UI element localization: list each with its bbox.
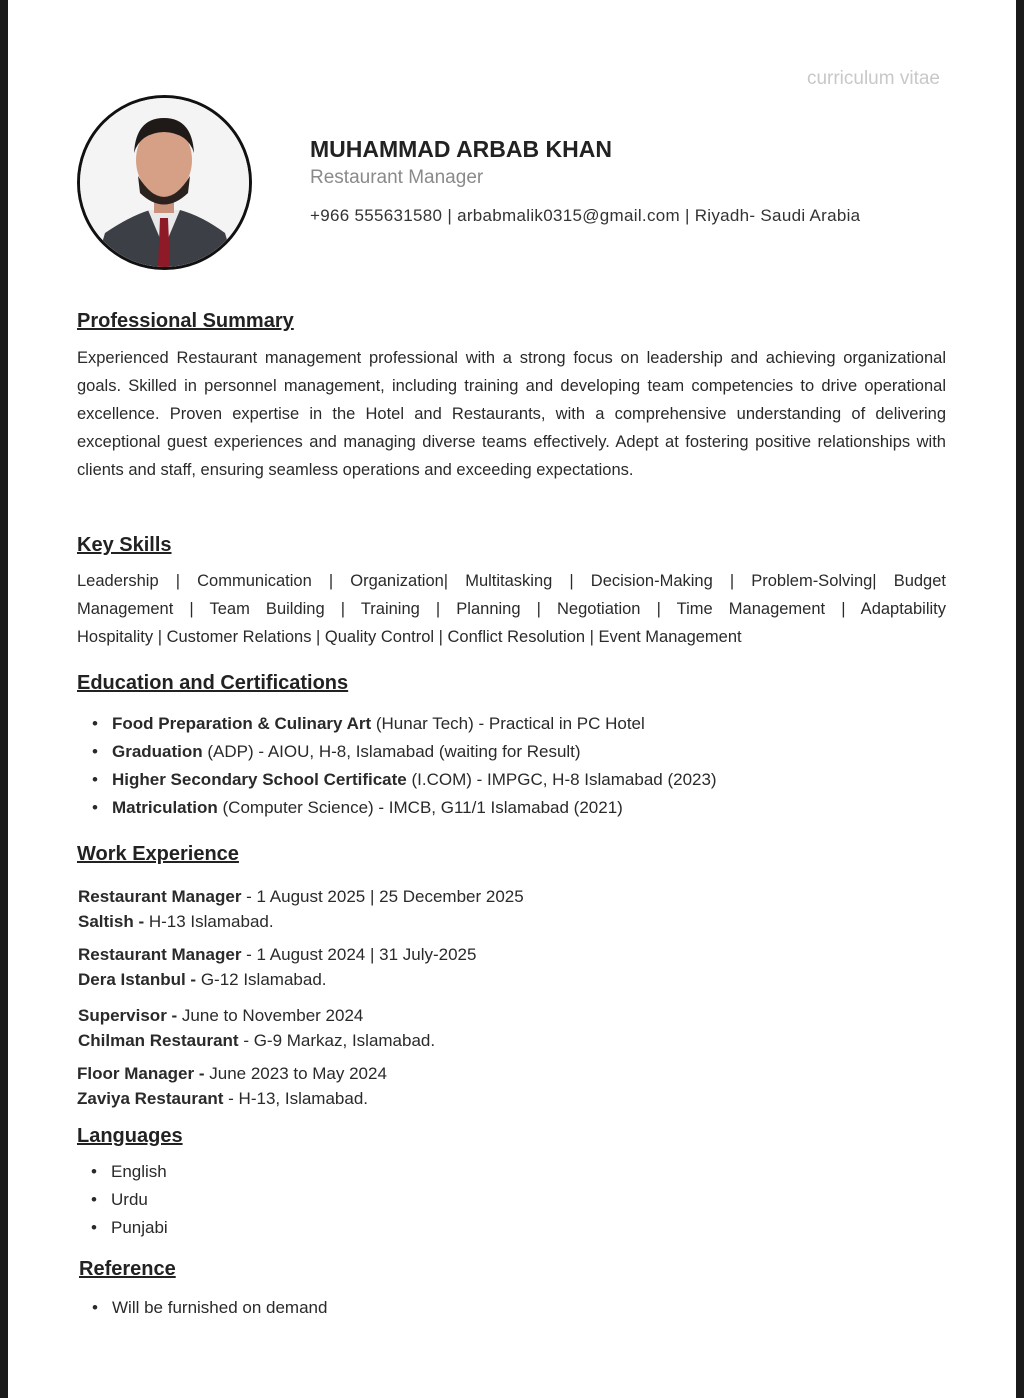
job-entry: Supervisor - June to November 2024 Chilman Restaurant - G-9 Markaz, Islamabad. <box>78 1006 436 1050</box>
skills-line: Leadership | Communication | Organization| Multitasking | Decision-Making | Problem-Solving| Budget <box>77 572 946 590</box>
skills-list <box>77 567 946 651</box>
page-edge-right <box>1016 0 1024 1398</box>
education-list <box>92 710 717 822</box>
reference-list <box>92 1294 327 1322</box>
skills-heading: Key Skills <box>77 534 172 556</box>
candidate-name: MUHAMMAD ARBAB KHAN <box>310 136 612 162</box>
languages-heading: Languages <box>77 1125 183 1147</box>
list-item: • English <box>91 1158 168 1186</box>
cv-label: curriculum vitae <box>806 68 940 89</box>
reference-heading: Reference <box>79 1258 176 1280</box>
list-item: • Matriculation (Computer Science) - IMCB, G11/1 Islamabad (2021) <box>92 794 717 822</box>
contact-info: +966 555631580 | arbabmalik0315@gmail.com | Riyadh- Saudi Arabia <box>310 206 861 225</box>
candidate-title: Restaurant Manager <box>310 167 484 188</box>
page-edge-left <box>0 0 8 1398</box>
summary-text: Experienced Restaurant management professional with a strong focus on leadership and achieving organizational goals. Skilled in personnel management, including training and developing team competencies to drive operational excellence. Proven expertise in the Hotel and Restaurants, with a comprehensive understanding of delivering exceptional guest experiences and managing diverse teams effectively. Adept at fostering positive relationships with clients and staff, ensuring seamless operations and exceeding expectations. <box>77 349 946 479</box>
list-item: • Higher Secondary School Certificate (I.COM) - IMPGC, H-8 Islamabad (2023) <box>92 766 717 794</box>
languages-list <box>91 1158 168 1242</box>
list-item: • Punjabi <box>91 1214 168 1242</box>
skills-line: Management | Team Building | Training | Planning | Negotiation | Time Management | Adaptability <box>77 600 946 618</box>
work-heading: Work Experience <box>77 843 239 865</box>
skills-line: Hospitality | Customer Relations | Quality Control | Conflict Resolution | Event Management <box>77 628 742 646</box>
job-entry: Restaurant Manager - 1 August 2025 | 25 December 2025 Saltish - H-13 Islamabad. <box>78 887 524 931</box>
summary-heading: Professional Summary <box>77 310 294 332</box>
education-heading: Education and Certifications <box>77 672 349 694</box>
list-item: • Graduation (ADP) - AIOU, H-8, Islamabad (waiting for Result) <box>92 738 717 766</box>
list-item: • Urdu <box>91 1186 168 1214</box>
job-entry: Floor Manager - June 2023 to May 2024 Zaviya Restaurant - H-13, Islamabad. <box>77 1064 387 1108</box>
profile-photo <box>77 95 252 270</box>
list-item: • Food Preparation & Culinary Art (Hunar Tech) - Practical in PC Hotel <box>92 710 717 738</box>
list-item: • Will be furnished on demand <box>92 1294 327 1322</box>
job-entry: Restaurant Manager - 1 August 2024 | 31 July-2025 Dera Istanbul - G-12 Islamabad. <box>78 945 477 989</box>
